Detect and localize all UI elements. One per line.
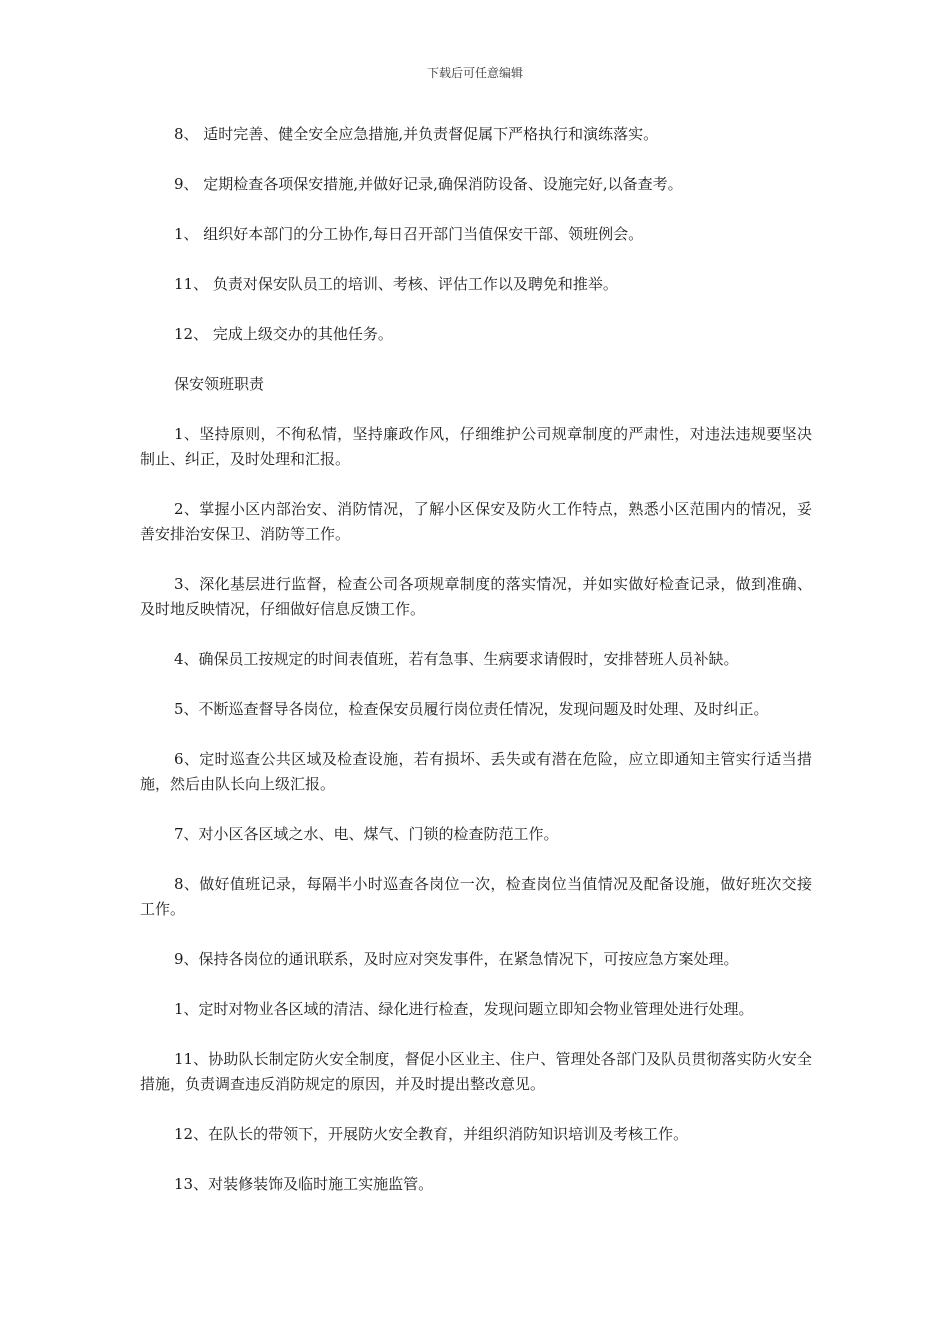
list-item: 9、保持各岗位的通讯联系，及时应对突发事件，在紧急情况下，可按应急方案处理。: [174, 950, 739, 968]
list-item: 7、对小区各区域之水、电、煤气、门锁的检查防范工作。: [174, 825, 559, 843]
list-item: 1、定时对物业各区域的清洁、绿化进行检查，发现问题立即知会物业管理处进行处理。: [174, 1000, 754, 1018]
list-item: 12、 完成上级交办的其他任务。: [174, 325, 393, 343]
list-item: 2、掌握小区内部治安、消防情况，了解小区保安及防火工作特点，熟悉小区范围内的情况，妥善安排治安保卫、消防等工作。: [140, 500, 812, 543]
section-title: 保安领班职责: [174, 375, 265, 393]
list-item: 1、 组织好本部门的分工协作,每日召开部门当值保安干部、领班例会。: [174, 225, 644, 243]
list-item: 6、定时巡查公共区域及检查设施，若有损坏、丢失或有潜在危险，应立即通知主管实行适当措施，然后由队长向上级汇报。: [140, 750, 812, 793]
duty-list-continued: [140, 122, 812, 347]
shift-leader-duties: [140, 422, 812, 1197]
document-body: [140, 122, 812, 1222]
list-item: 5、不断巡查督导各岗位，检查保安员履行岗位责任情况，发现问题及时处理、及时纠正。: [174, 700, 769, 718]
page-header-note: 下载后可任意编辑: [426, 66, 523, 80]
list-item: 11、 负责对保安队员工的培训、考核、评估工作以及聘免和推举。: [174, 275, 618, 293]
list-item: 4、确保员工按规定的时间表值班，若有急事、生病要求请假时，安排替班人员补缺。: [174, 650, 739, 668]
list-item: 11、协助队长制定防火安全制度，督促小区业主、住户、管理处各部门及队员贯彻落实防火安全措施，负责调查违反消防规定的原因，并及时提出整改意见。: [140, 1050, 812, 1093]
list-item: 12、在队长的带领下，开展防火安全教育，并组织消防知识培训及考核工作。: [174, 1125, 689, 1143]
list-item: 8、做好值班记录，每隔半小时巡查各岗位一次，检查岗位当值情况及配备设施，做好班次交接工作。: [140, 875, 812, 918]
list-item: 9、 定期检查各项保安措施,并做好记录,确保消防设备、设施完好,以备查考。: [174, 175, 683, 193]
list-item: 1、坚持原则，不徇私情，坚持廉政作风，仔细维护公司规章制度的严肃性，对违法违规要坚决制止、纠正，及时处理和汇报。: [140, 425, 812, 468]
list-item: 8、 适时完善、健全安全应急措施,并负责督促属下严格执行和演练落实。: [174, 125, 659, 143]
list-item: 3、深化基层进行监督，检查公司各项规章制度的落实情况，并如实做好检查记录，做到准确、及时地反映情况，仔细做好信息反馈工作。: [140, 575, 812, 618]
list-item: 13、对装修装饰及临时施工实施监管。: [174, 1175, 434, 1193]
